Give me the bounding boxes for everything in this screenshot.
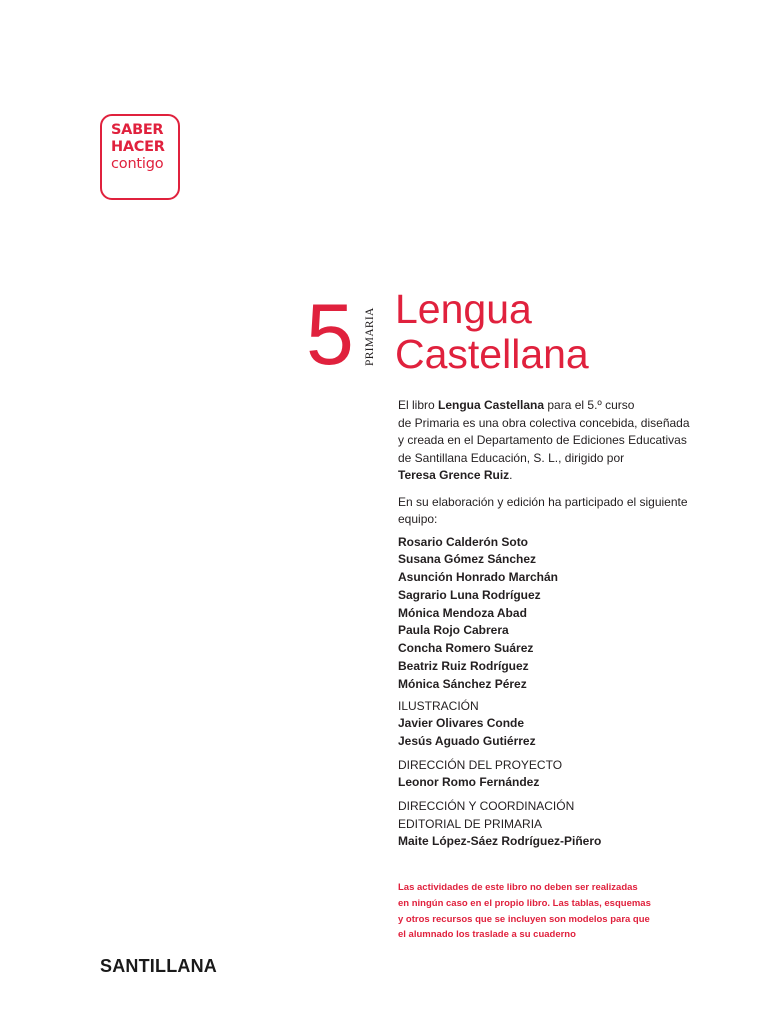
- logo-line-contigo: contigo: [111, 156, 164, 172]
- team-member: Sagrario Luna Rodríguez: [398, 587, 541, 602]
- team-member: Asunción Honrado Marchán: [398, 570, 559, 585]
- publisher-logo: SANTILLANA: [100, 956, 217, 976]
- illustration-heading: ILUSTRACIÓN: [398, 698, 479, 713]
- illustrator-name: Javier Olivares Conde: [398, 716, 525, 731]
- title-line-2: Castellana: [395, 331, 589, 377]
- notice-line-1: Las actividades de este libro no deben ser realizadas: [398, 882, 638, 893]
- intro-line-4: de Santillana Educación, S. L., dirigido por: [398, 450, 625, 465]
- intro-line-3: y creada en el Departamento de Ediciones Educativas: [398, 433, 687, 447]
- team-member: Rosario Calderón Soto: [398, 534, 529, 549]
- intro-text-a: El libro: [398, 398, 439, 412]
- team-member: Mónica Sánchez Pérez: [398, 676, 527, 691]
- team-member: Mónica Mendoza Abad: [398, 605, 527, 620]
- notice-line-4: el alumnado los traslade a su cuaderno: [398, 929, 576, 941]
- team-member: Beatriz Ruiz Rodríguez: [398, 659, 529, 674]
- team-member: Paula Rojo Cabrera: [398, 623, 509, 638]
- illustrator-name: Jesús Aguado Gutiérrez: [398, 733, 536, 748]
- intro-line-2: de Primaria es una obra colectiva concebida, diseñada: [398, 415, 690, 430]
- usage-notice: [398, 880, 678, 943]
- editorial-direction-heading-line-2: EDITORIAL DE PRIMARIA: [398, 816, 543, 831]
- intro-director-name: Teresa Grence Ruiz: [398, 468, 510, 482]
- team-member: Concha Romero Suárez: [398, 641, 534, 656]
- saber-hacer-contigo-logo: [100, 114, 180, 200]
- credits-column: [398, 397, 718, 857]
- team-intro-line-1: En su elaboración y edición ha participado el siguiente: [398, 494, 688, 509]
- grade-number: 5: [306, 287, 354, 383]
- grade-label: PRIMARIA: [364, 307, 376, 367]
- title-line-1: Lengua: [395, 286, 532, 332]
- intro-text-b: para el 5.º curso: [544, 398, 635, 412]
- book-title: [395, 287, 589, 377]
- project-director-name: Leonor Romo Fernández: [398, 775, 540, 790]
- team-intro-line-2: equipo:: [398, 512, 438, 526]
- team-member: Susana Gómez Sánchez: [398, 552, 537, 567]
- editorial-direction-heading-line-1: DIRECCIÓN Y COORDINACIÓN: [398, 799, 575, 814]
- team-list: [398, 534, 718, 694]
- intro-end: .: [509, 468, 513, 482]
- project-direction-heading: DIRECCIÓN DEL PROYECTO: [398, 757, 563, 772]
- intro-book-name: Lengua Castellana: [438, 398, 545, 412]
- logo-line-hacer: HACER: [111, 139, 165, 155]
- illustration-section: [398, 698, 718, 751]
- editorial-direction-section: [398, 798, 718, 851]
- project-direction-section: [398, 757, 718, 792]
- notice-line-2: en ningún caso en el propio libro. Las tablas, esquemas: [398, 897, 651, 909]
- intro-paragraph: [398, 397, 718, 485]
- editorial-director-name: Maite López-Sáez Rodríguez-Piñero: [398, 834, 602, 849]
- team-intro-paragraph: [398, 494, 718, 529]
- logo-line-saber: SABER: [111, 122, 164, 138]
- notice-line-3: y otros recursos que se incluyen son modelos para que: [398, 913, 650, 925]
